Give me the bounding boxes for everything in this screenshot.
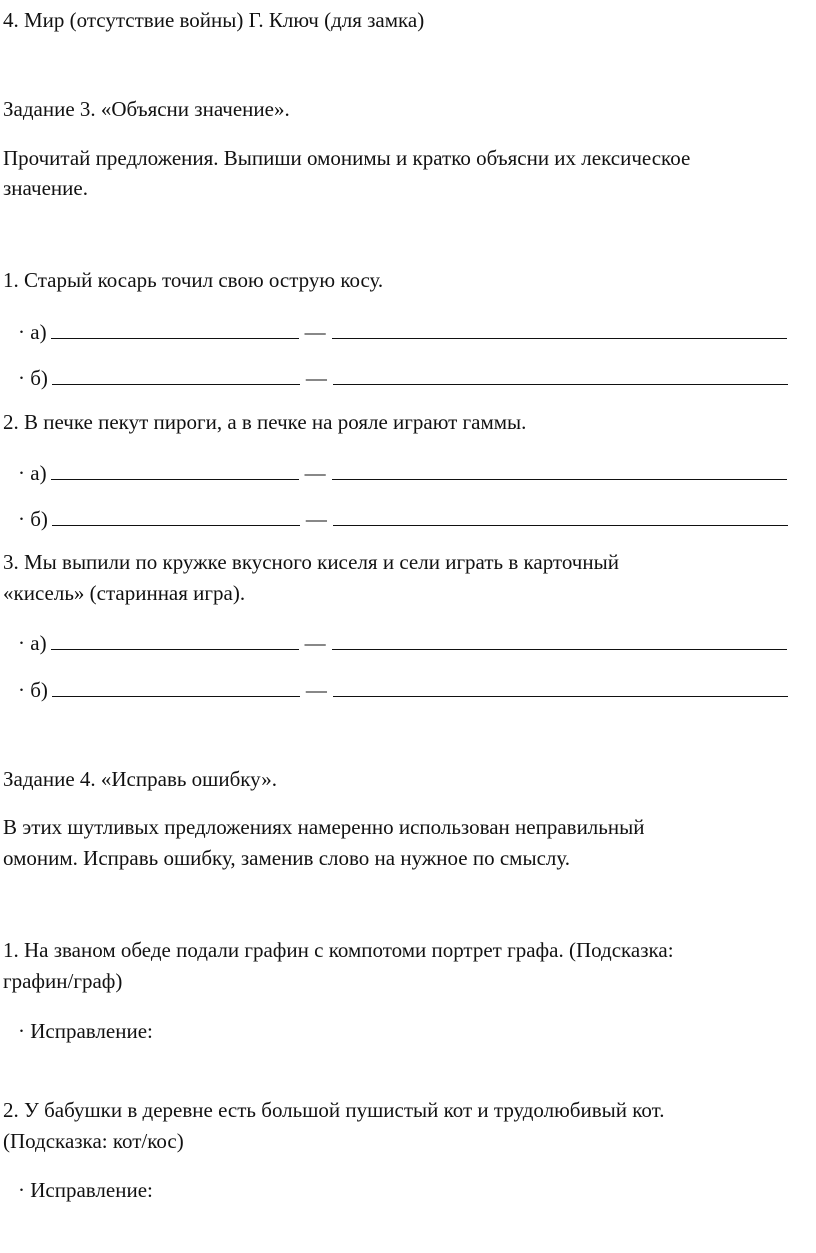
- task3-item-3-option-b: [18, 676, 788, 702]
- dash: —: [305, 507, 327, 531]
- answer-blank-homonym[interactable]: [52, 676, 300, 697]
- task3-item-2-option-b: [18, 505, 788, 531]
- intro-line: 4. Мир (отсутствие войны) Г. Ключ (для замка): [3, 8, 425, 32]
- answer-blank-meaning[interactable]: [332, 318, 787, 339]
- task4-instruction-line-2: омоним. Исправь ошибку, заменив слово на нужное по смыслу.: [3, 846, 571, 870]
- task3-item-2-option-a: [18, 459, 787, 485]
- task3-item-3-option-a: [18, 629, 787, 655]
- task3-item-1-option-b: [18, 364, 788, 390]
- task4-title: Задание 4. «Исправь ошибку».: [3, 767, 277, 791]
- task3-item-1-sentence: 1. Старый косарь точил свою острую косу.: [3, 268, 384, 292]
- dash: —: [305, 366, 327, 390]
- option-b-label: · б): [18, 366, 48, 390]
- option-b-label: · б): [18, 678, 48, 702]
- answer-blank-meaning[interactable]: [333, 676, 788, 697]
- answer-blank-meaning[interactable]: [332, 629, 787, 650]
- dash: —: [304, 631, 326, 655]
- task3-instruction-line-2: значение.: [3, 176, 88, 200]
- task3-item-3-sentence-line-2: «кисель» (старинная игра).: [3, 581, 246, 605]
- task4-item-1-sentence-line-1: 1. На званом обеде подали графин с компотоми портрет графа. (Подсказка:: [3, 938, 674, 962]
- task3-title: Задание 3. «Объясни значение».: [3, 97, 290, 121]
- task4-item-2-sentence-line-2: (Подсказка: кот/кос): [3, 1129, 184, 1153]
- answer-blank-homonym[interactable]: [52, 505, 300, 526]
- dash: —: [304, 461, 326, 485]
- option-a-label: · а): [18, 461, 47, 485]
- option-a-label: · а): [18, 320, 47, 344]
- answer-blank-homonym[interactable]: [52, 364, 300, 385]
- answer-blank-homonym[interactable]: [51, 459, 299, 480]
- answer-blank-meaning[interactable]: [333, 364, 788, 385]
- task4-item-1-sentence-line-2: графин/граф): [3, 969, 123, 993]
- task3-item-1-option-a: [18, 318, 787, 344]
- option-b-label: · б): [18, 507, 48, 531]
- answer-blank-homonym[interactable]: [51, 318, 299, 339]
- task3-instruction-line-1: Прочитай предложения. Выпиши омонимы и кратко объясни их лексическое: [3, 146, 691, 170]
- dash: —: [305, 678, 327, 702]
- task4-item-1-correction: · Исправление:: [18, 1019, 153, 1043]
- answer-blank-homonym[interactable]: [51, 629, 299, 650]
- answer-blank-meaning[interactable]: [332, 459, 787, 480]
- option-a-label: · а): [18, 631, 47, 655]
- task4-instruction-line-1: В этих шутливых предложениях намеренно использован неправильный: [3, 815, 645, 839]
- answer-blank-meaning[interactable]: [333, 505, 788, 526]
- dash: —: [304, 320, 326, 344]
- task3-item-2-sentence: 2. В печке пекут пироги, а в печке на рояле играют гаммы.: [3, 410, 527, 434]
- task4-item-2-sentence-line-1: 2. У бабушки в деревне есть большой пушистый кот и трудолюбивый кот.: [3, 1098, 665, 1122]
- task4-item-2-correction: · Исправление:: [18, 1178, 153, 1202]
- task3-item-3-sentence-line-1: 3. Мы выпили по кружке вкусного киселя и сели играть в карточный: [3, 550, 619, 574]
